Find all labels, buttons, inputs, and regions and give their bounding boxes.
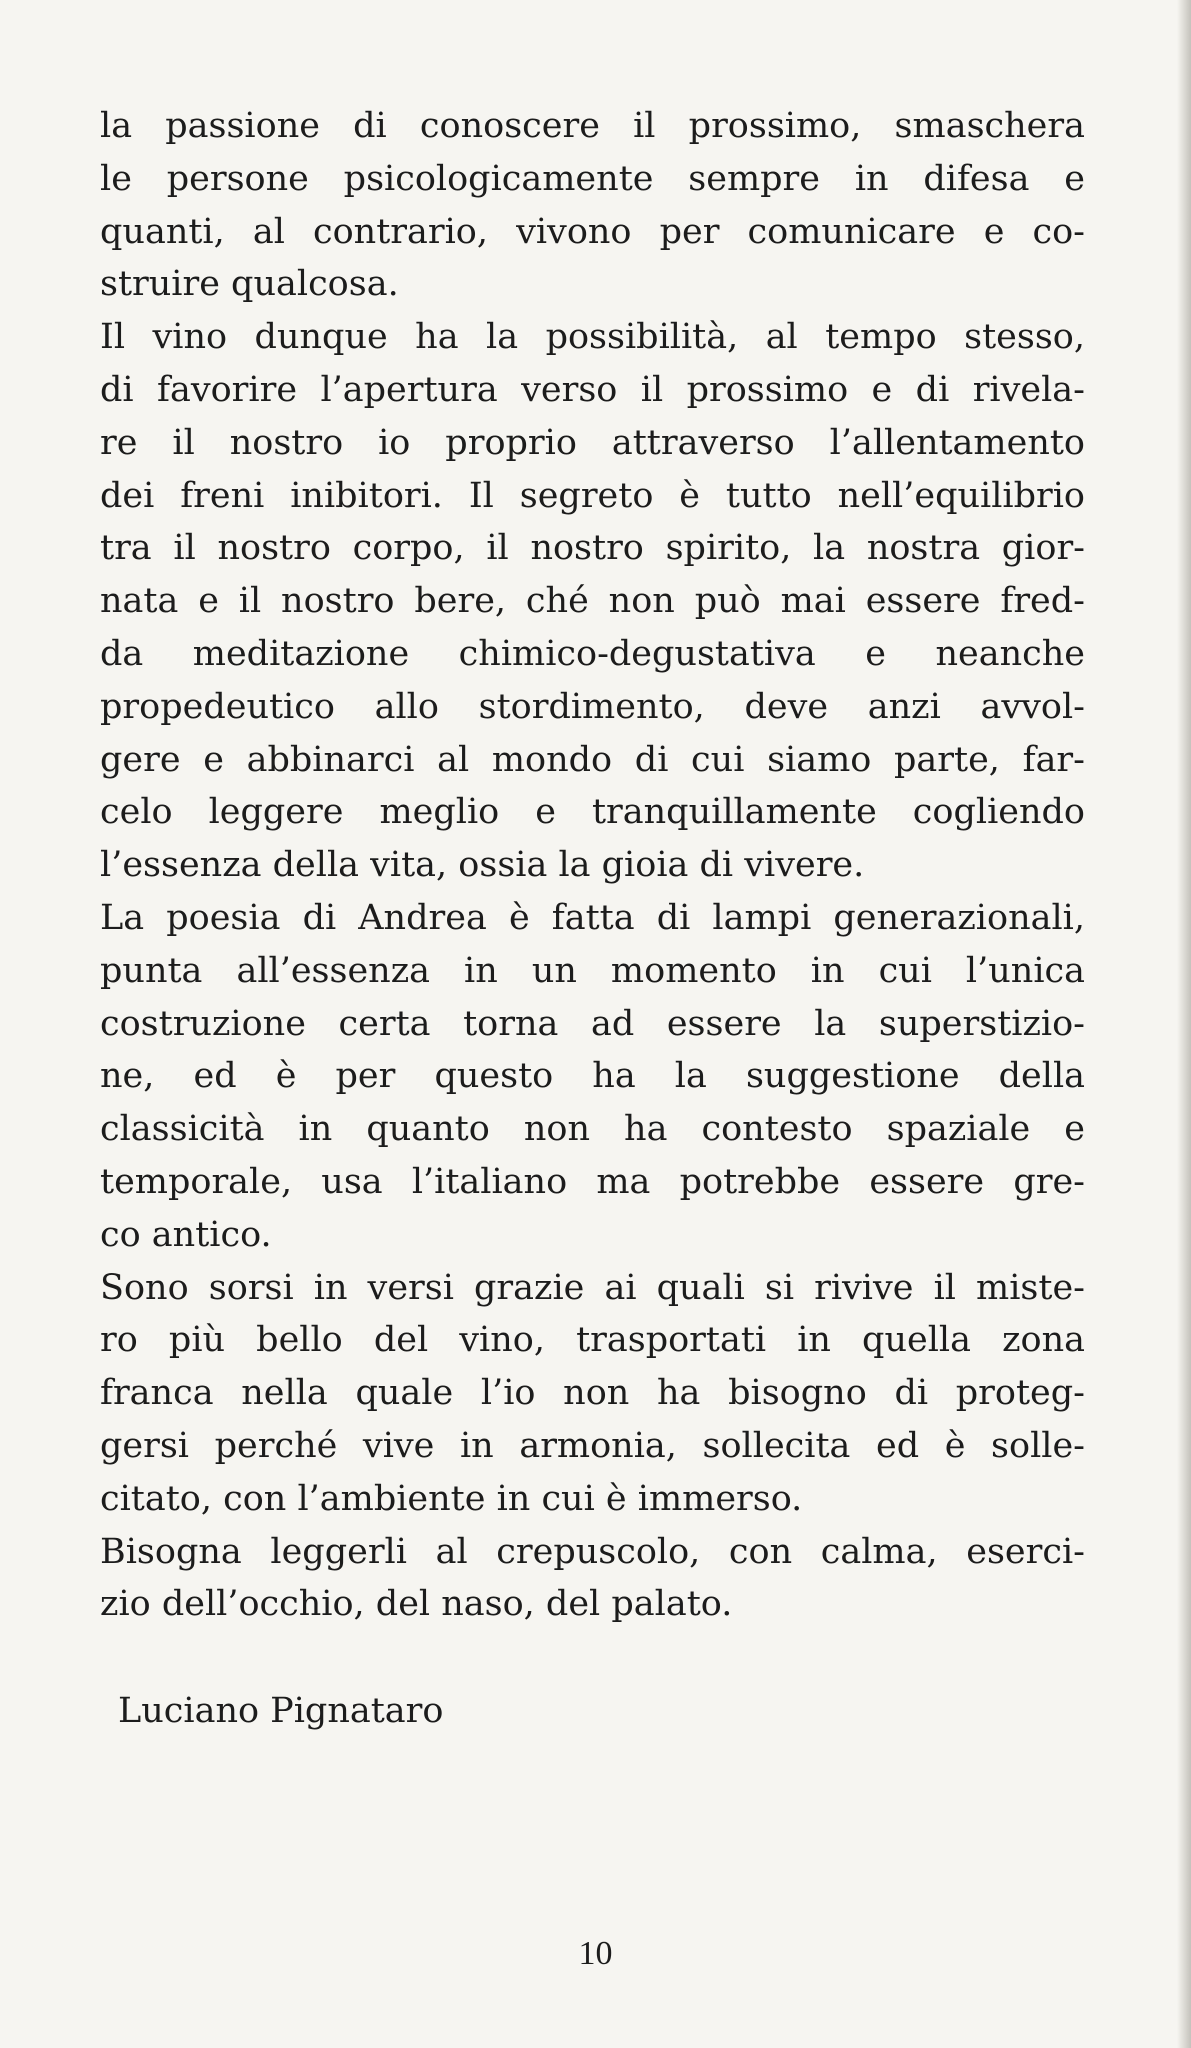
- text-line: propedeutico allo stordimento, deve anzi avvol-: [100, 686, 1085, 727]
- text-line: la passione di conoscere il prossimo, smaschera: [100, 106, 1085, 146]
- paragraph: [100, 100, 1085, 311]
- text-line: ne, ed è per questo ha la suggestione della: [100, 1056, 1085, 1097]
- text-line: temporale, usa l’italiano ma potrebbe essere gre-: [100, 1161, 1085, 1202]
- page-number: 10: [578, 1935, 613, 1972]
- text-line: quanti, al contrario, vivono per comunicare e co-: [100, 211, 1085, 252]
- text-line: celo leggere meglio e tranquillamente cogliendo: [100, 792, 1085, 833]
- text-line: le persone psicologicamente sempre in difesa e: [100, 158, 1085, 199]
- text-line: Il vino dunque ha la possibilità, al tempo stesso,: [100, 317, 1085, 358]
- paragraph: [100, 311, 1085, 892]
- text-line: da meditazione chimico-degustativa e neanche: [100, 633, 1085, 674]
- text-line: l’essenza della vita, ossia la gioia di vivere.: [100, 845, 865, 886]
- text-line: punta all’essenza in un momento in cui l’unica: [100, 950, 1085, 991]
- text-line: Sono sorsi in versi grazie ai quali si rivive il miste-: [100, 1267, 1085, 1308]
- text-line: tra il nostro corpo, il nostro spirito, la nostra gior-: [100, 528, 1085, 569]
- text-line: dei freni inibitori. Il segreto è tutto nell’equilibrio: [100, 475, 1085, 516]
- text-line: gersi perché vive in armonia, sollecita ed è solle-: [100, 1425, 1085, 1466]
- text-line: struire qualcosa.: [100, 264, 399, 305]
- page-edge-shadow: [1177, 0, 1191, 2048]
- text-line: co antico.: [100, 1214, 272, 1255]
- text-line: gere e abbinarci al mondo di cui siamo parte, far-: [100, 739, 1085, 780]
- paragraph: [100, 1526, 1085, 1632]
- paragraph: [100, 892, 1085, 1262]
- text-line: re il nostro io proprio attraverso l’allentamento: [100, 422, 1085, 463]
- text-line: nata e il nostro bere, ché non può mai essere fred-: [100, 581, 1085, 622]
- text-line: franca nella quale l’io non ha bisogno di proteg-: [100, 1373, 1085, 1414]
- text-line: costruzione certa torna ad essere la superstizio-: [100, 1003, 1085, 1044]
- text-line: La poesia di Andrea è fatta di lampi generazionali,: [100, 897, 1085, 938]
- text-line: Bisogna leggerli al crepuscolo, con calma, eserci-: [100, 1531, 1085, 1572]
- body-text: [100, 100, 1085, 1631]
- text-line: classicità in quanto non ha contesto spaziale e: [100, 1109, 1085, 1150]
- text-line: ro più bello del vino, trasportati in quella zona: [100, 1320, 1085, 1361]
- text-line: di favorire l’apertura verso il prossimo e di rivela-: [100, 369, 1085, 410]
- text-line: zio dell’occhio, del naso, del palato.: [100, 1584, 733, 1625]
- paragraph: [100, 1262, 1085, 1526]
- author-signature: Luciano Pignataro: [118, 1691, 444, 1731]
- text-line: citato, con l’ambiente in cui è immerso.: [100, 1478, 803, 1519]
